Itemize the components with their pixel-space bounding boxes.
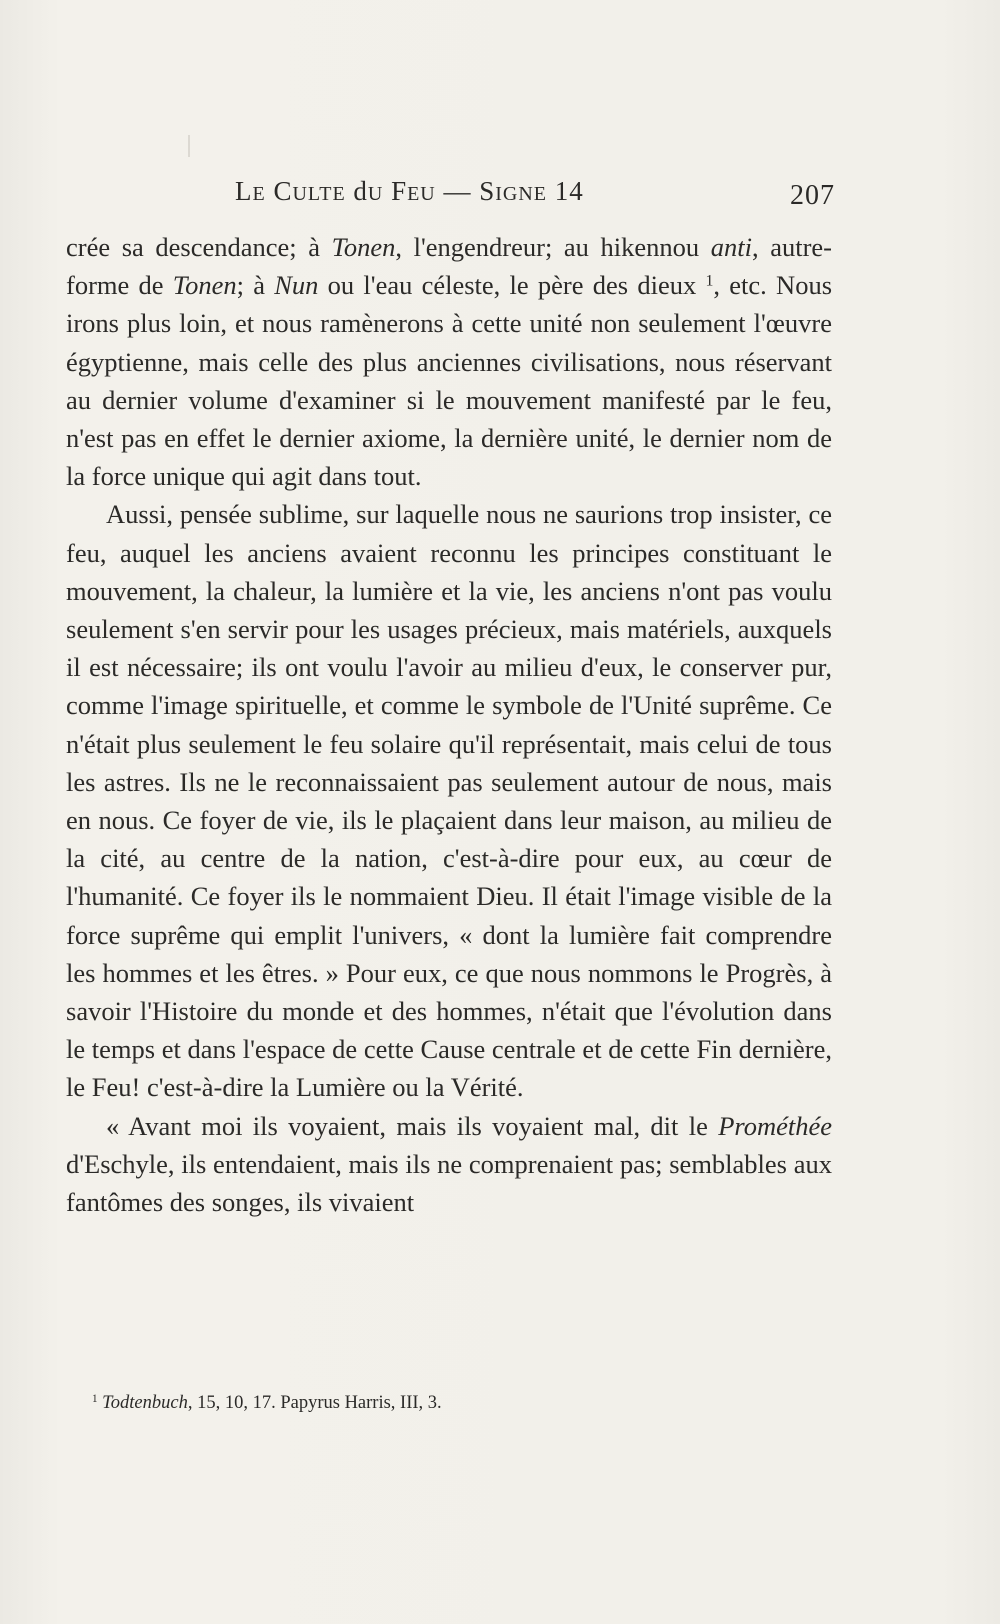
text-run: d'Eschyle, ils entendaient, mais ils ne comprenaient pas; semblables aux fantômes des songes, ils vivaient xyxy=(66,1148,832,1218)
footnote xyxy=(92,1390,792,1416)
text-run: , etc. Nous irons plus loin, et nous ramènerons à cette unité non seulement l'œuvre égyptienne, mais celle des plus anciennes civilisations, nous réservant au dernier volume d'examiner si le mouvement manifesté par le feu, n'est pas en effet le dernier axiome, la dernière unité, le dernier nom de la force unique qui agit dans tout. xyxy=(66,270,833,492)
text-run: ; à xyxy=(236,270,275,301)
running-title: LE CULTE dU FEU — SIGNE 14 xyxy=(235,176,584,206)
text-run: , l'engendreur; au hikennou xyxy=(395,232,711,262)
footnote-marker: 1 xyxy=(92,1392,98,1405)
italic-term: Nun xyxy=(274,270,319,301)
page-number: 207 xyxy=(790,180,835,211)
page-header xyxy=(235,176,835,216)
italic-term: Prométhée xyxy=(718,1110,832,1141)
text-run: ou l'eau céleste, le père des dieux xyxy=(318,270,706,301)
paragraph-p2 xyxy=(66,495,832,1106)
footnote-source-title: Todtenbuch xyxy=(102,1393,188,1413)
text-run: crée sa descendance; à xyxy=(66,232,332,262)
italic-term: Tonen xyxy=(172,270,237,301)
italic-term: Tonen xyxy=(331,232,396,262)
paragraph-p1 xyxy=(66,228,832,495)
page-mark xyxy=(188,135,190,157)
text-run: Aussi, pensée sublime, sur laquelle nous ne saurions trop insister, ce feu, auquel les anciens avaient reconnu les principes constituant le mouvement, la chaleur, la lumière et la vie, les anciens n'ont pas voulu seulement s'en servir pour les usages précieux, mais matériels, auxquels il est nécessaire; ils ont voulu l'avoir au milieu d'eux, le conserver pur, comme l'image spirituelle, et comme le symbole de l'Unité suprême. Ce n'était plus seulement le feu solaire qu'il représentait, mais celui de tous les astres. Ils ne le reconnaissaient pas seulement autour de nous, mais en nous. Ce foyer de vie, ils le plaçaient dans leur maison, au milieu de la cité, au centre de la nation, c'est-à-dire pour eux, au cœur de l'humanité. Ce foyer ils le nommaient Dieu. Il était l'image visible de la force suprême qui emplit l'univers, « dont la lumière fait comprendre les hommes et les êtres. » Pour eux, ce que nous nommons le Progrès, à savoir l'Histoire du monde et des hommes, n'était que l'évolution dans le temps et dans l'espace de cette Cause centrale et de cette Fin dernière, le Feu! c'est-à-dire la Lumière ou la Vérité. xyxy=(66,499,832,1103)
body-text xyxy=(66,228,832,1221)
footnote-text: , 15, 10, 17. Papyrus Harris, III, 3. xyxy=(187,1393,442,1413)
footnote-reference: 1 xyxy=(705,272,714,290)
text-run: « Avant moi ils voyaient, mais ils voyaient mal, dit le xyxy=(106,1110,719,1141)
italic-term: anti xyxy=(710,232,752,262)
paragraph-p3 xyxy=(66,1107,832,1222)
text-run: , autre-forme de xyxy=(66,232,832,301)
